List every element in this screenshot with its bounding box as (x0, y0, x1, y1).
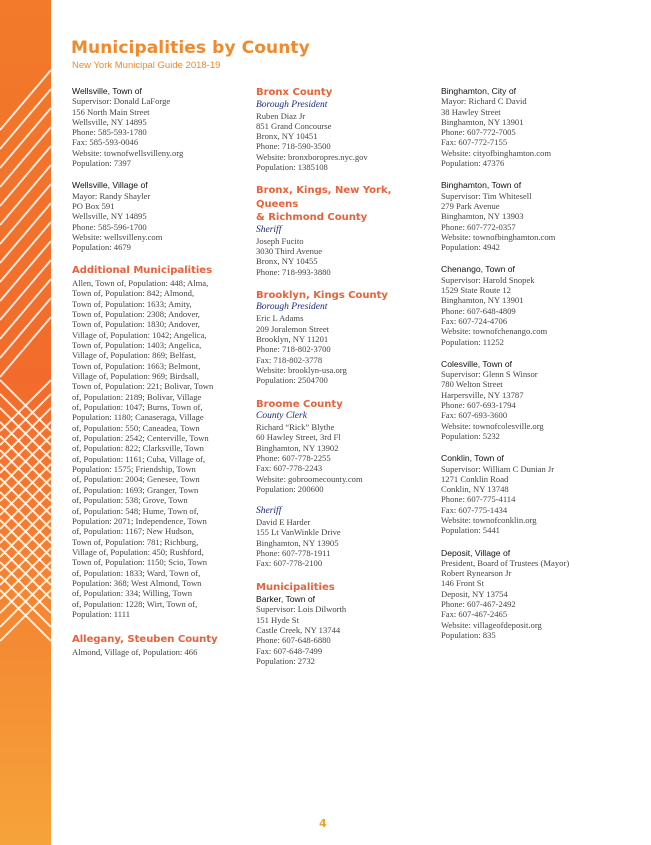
entry-line: Robert Rynearson Jr (441, 568, 512, 579)
entry-line: Eric L Adams (256, 313, 304, 324)
entry-line: Binghamton, NY 13902 (256, 442, 339, 453)
entry-line: Bronx, NY 10455 (256, 256, 318, 267)
entry-line: Phone: 607-778-1911 (256, 548, 331, 559)
entry-line: Fax: 585-593-0046 (72, 137, 139, 148)
entry-binghamton-city (441, 86, 621, 168)
entry-line: 146 Front St (441, 578, 484, 589)
entry-deposit-village (441, 548, 621, 641)
entry-wellsville-town (72, 86, 242, 168)
paragraph-line: of, Population: 2189; Bolivar, Village (72, 391, 202, 402)
entry-line: Website: townofconklin.org (441, 514, 537, 525)
paragraph-line: Town of, Population: 781; Richburg, (72, 536, 199, 547)
entry-line: Phone: 607-648-6880 (256, 635, 331, 646)
entry-line: Population: 7397 (72, 158, 131, 169)
entry-line: Supervisor: Lois Dilworth (256, 604, 347, 615)
paragraph-line: Population: 1575; Friendship, Town (72, 464, 196, 475)
entry-line: Mayor: Richard C David (441, 96, 527, 107)
entry-conklin-town (441, 453, 621, 535)
entry-line: Website: townofwellsvilleny.org (72, 147, 184, 158)
entry-line: 780 Welton Street (441, 379, 503, 390)
entry-line: Supervisor: Glenn S Winsor (441, 369, 538, 380)
page-number: 4 (319, 817, 327, 830)
entry-line: Supervisor: Tim Whitesell (441, 190, 532, 201)
paragraph-line: Almond, Village of, Population: 466 (72, 646, 198, 657)
entry-name: Binghamton, Town of (441, 180, 522, 191)
role-title: Borough President (256, 302, 328, 313)
entry-line: Phone: 607-775-4114 (441, 494, 516, 505)
section-bronx-county (256, 86, 426, 172)
entry-line: 279 Park Avenue (441, 200, 500, 211)
paragraph-line: of, Population: 1833; Ward, Town of, (72, 567, 201, 578)
entry-line: Phone: 607-772-0357 (441, 221, 516, 232)
entry-line: Website: wellsvilleny.com (72, 231, 163, 242)
section-heading-allegany-steuben: Allegany, Steuben County (72, 634, 218, 646)
section-broome-sheriff (256, 506, 426, 568)
entry-line: Binghamton, NY 13905 (256, 537, 339, 548)
paragraph-line: of, Population: 548; Hume, Town of, (72, 505, 199, 516)
section-heading: Broome County (256, 398, 343, 410)
entry-line: David E Harder (256, 517, 311, 528)
entry-line: Phone: 607-693-1794 (441, 400, 516, 411)
entry-line: Phone: 718-802-3700 (256, 344, 331, 355)
entry-line: Website: townofchenango.com (441, 326, 548, 337)
section-heading: Brooklyn, Kings County (256, 289, 388, 301)
column-1 (72, 86, 242, 657)
column-3 (441, 86, 621, 652)
entry-line: Binghamton, NY 13903 (441, 211, 524, 222)
additional-municipalities-list (72, 278, 242, 619)
section-heading: Bronx County (256, 87, 333, 98)
entry-line: Wellsville, NY 14895 (72, 211, 147, 222)
entry-name: Chenango, Town of (441, 264, 515, 275)
page-title: Municipalities by County (71, 38, 310, 58)
entry-line: Fax: 607-778-2100 (256, 558, 323, 569)
entry-line: 851 Grand Concourse (256, 120, 332, 131)
entry-line: 1529 State Route 12 (441, 285, 511, 296)
entry-name: Binghamton, City of (441, 86, 516, 96)
section-heading: Bronx, Kings, New York, Queens (256, 185, 392, 210)
entry-line: Population: 2732 (256, 655, 315, 666)
entry-line: 1271 Conklin Road (441, 473, 509, 484)
entry-line: Fax: 607-693-3600 (441, 410, 508, 421)
entry-line: Brooklyn, NY 11201 (256, 334, 329, 345)
paragraph-line: Town of, Population: 221; Bolivar, Town (72, 381, 214, 392)
entry-line: Fax: 607-648-7499 (256, 645, 323, 656)
section-brooklyn-kings-county (256, 289, 426, 386)
entry-line: Website: villageofdeposit.org (441, 619, 542, 630)
section-municipalities (256, 581, 426, 667)
paragraph-line: Town of, Population: 1403; Angelica, (72, 340, 202, 351)
entry-line: Binghamton, NY 13901 (441, 116, 524, 127)
paragraph-line: of, Population: 1167; New Hudson, (72, 526, 194, 537)
entry-line: 151 Hyde St (256, 614, 299, 625)
paragraph-line: Population: 1111 (72, 608, 131, 619)
entry-chenango-town (441, 264, 621, 346)
entry-name: Barker, Town of (256, 594, 316, 605)
entry-line: 38 Hawley Street (441, 106, 501, 117)
entry-line: Phone: 718-993-3880 (256, 266, 331, 277)
paragraph-line: Town of, Population: 1663; Belmont, (72, 360, 201, 371)
role-title: Sheriff (256, 506, 282, 517)
paragraph-line: Town of, Population: 1830; Andover, (72, 319, 200, 330)
entry-name: Deposit, Village of (441, 547, 511, 558)
section-bronx-kings-ny-queens-richmond (256, 184, 426, 277)
entry-line: Binghamton, NY 13901 (441, 295, 524, 306)
paragraph-line: of, Population: 822; Clarksville, Town (72, 443, 204, 454)
entry-line: Website: townofbinghamton.com (441, 231, 556, 242)
entry-name: Colesville, Town of (441, 358, 513, 369)
paragraph-line: of, Population: 538; Grove, Town (72, 495, 188, 506)
role-title: Borough President (256, 99, 328, 110)
paragraph-line: Town of, Population: 842; Almond, (72, 288, 195, 299)
entry-line: Population: 835 (441, 629, 496, 640)
entry-line: Richard “Rick” Blythe (256, 422, 335, 433)
entry-line: Population: 5441 (441, 525, 500, 536)
paragraph-line: Village of, Population: 450; Rushford, (72, 546, 204, 557)
paragraph-line: of, Population: 1693; Granger, Town (72, 484, 199, 495)
entry-line: Fax: 607-778-2243 (256, 463, 323, 474)
entry-line: Website: gobroomecounty.com (256, 473, 363, 484)
entry-line: 156 North Main Street (72, 106, 150, 117)
entry-line: Supervisor: Harold Snopek (441, 274, 535, 285)
entry-wellsville-village (72, 180, 242, 252)
entry-line: Wellsville, NY 14895 (72, 116, 147, 127)
paragraph-line: of, Population: 2004; Genesee, Town (72, 474, 200, 485)
entry-line: Supervisor: William C Dunian Jr (441, 463, 555, 474)
entry-line: Harpersville, NY 13787 (441, 389, 524, 400)
entry-line: Phone: 607-772-7005 (441, 127, 516, 138)
section-heading-additional-municipalities: Additional Municipalities (72, 265, 213, 277)
entry-line: Conklin, NY 13748 (441, 484, 509, 495)
entry-line: Deposit, NY 13754 (441, 588, 508, 599)
entry-line: 60 Hawley Street, 3rd Fl (256, 432, 341, 443)
entry-line: Fax: 718-802-3778 (256, 354, 323, 365)
entry-line: Website: brooklyn-usa.org (256, 364, 347, 375)
paragraph-line: Population: 368; West Almond, Town (72, 577, 202, 588)
paragraph-line: of, Population: 1047; Burns, Town of, (72, 402, 203, 413)
entry-line: Bronx, NY 10451 (256, 131, 318, 142)
entry-line: President, Board of Trustees (Mayor) (441, 557, 570, 568)
entry-line: Website: townofcolesville.org (441, 420, 544, 431)
paragraph-line: Town of, Population: 1150; Scio, Town (72, 557, 208, 568)
entry-line: Phone: 585-593-1780 (72, 127, 147, 138)
role-title: County Clerk (256, 411, 307, 422)
paragraph-line: Village of, Population: 869; Belfast, (72, 350, 197, 361)
entry-line: PO Box 591 (72, 200, 115, 211)
entry-line: Fax: 607-467-2465 (441, 609, 508, 620)
paragraph-line: Population: 2071; Independence, Town (72, 515, 207, 526)
paragraph-line: Population: 1180; Canaseraga, Village (72, 412, 204, 423)
entry-line: Phone: 607-648-4809 (441, 305, 516, 316)
entry-line: Phone: 718-590-3500 (256, 141, 331, 152)
diagonal-stripes-pattern (0, 0, 51, 845)
entry-line: Supervisor: Donald LaForge (72, 96, 171, 107)
entry-name: Conklin, Town of (441, 453, 504, 464)
entry-line: 209 Joralemon Street (256, 323, 330, 334)
entry-line: 3030 Third Avenue (256, 246, 323, 257)
entry-line: Fax: 607-775-1434 (441, 504, 508, 515)
paragraph-line: Town of, Population: 1633; Amity, (72, 298, 192, 309)
page-subtitle: New York Municipal Guide 2018-19 (72, 60, 221, 71)
entry-line: Population: 4942 (441, 242, 500, 253)
paragraph-line: of, Population: 1228; Wirt, Town of, (72, 598, 198, 609)
paragraph-line: of, Population: 334; Willing, Town (72, 588, 193, 599)
entry-line: Phone: 607-467-2492 (441, 599, 516, 610)
column-2 (256, 86, 426, 678)
entry-line: Joseph Fucito (256, 235, 304, 246)
section-heading: Municipalities (256, 581, 335, 593)
entry-line: Population: 5232 (441, 430, 500, 441)
entry-name: Wellsville, Town of (72, 86, 142, 96)
entry-line: Website: bronxboropres.nyc.gov (256, 151, 368, 162)
entry-line: Population: 1385108 (256, 161, 328, 172)
role-title: Sheriff (256, 224, 282, 235)
section-broome-county (256, 398, 426, 495)
entry-line: Mayor: Randy Shayler (72, 190, 151, 201)
entry-name: Wellsville, Village of (72, 180, 148, 191)
paragraph-line: Town of, Population: 2308; Andover, (72, 308, 200, 319)
entry-line: 155 Lt VanWinkle Drive (256, 527, 341, 538)
paragraph-line: Village of, Population: 969; Birdsall, (72, 371, 199, 382)
entry-line: Website: cityofbinghamton.com (441, 147, 552, 158)
entry-line: Fax: 607-772-7155 (441, 137, 508, 148)
entry-binghamton-town (441, 180, 621, 252)
entry-line: Population: 47376 (441, 158, 505, 169)
entry-line: Population: 4679 (72, 242, 131, 253)
entry-colesville-town (441, 359, 621, 441)
decorative-side-bar (0, 0, 51, 845)
entry-line: Phone: 585-596-1700 (72, 221, 147, 232)
entry-line: Population: 200600 (256, 483, 324, 494)
entry-line: Population: 11252 (441, 336, 504, 347)
paragraph-line: of, Population: 550; Caneadea, Town (72, 422, 200, 433)
entry-line: Ruben Diaz Jr (256, 110, 306, 121)
section-heading: & Richmond County (256, 212, 368, 224)
entry-line: Phone: 607-778-2255 (256, 452, 331, 463)
entry-line: Fax: 607-724-4706 (441, 315, 508, 326)
paragraph-line: of, Population: 1161; Cuba, Village of, (72, 453, 206, 464)
entry-line: Castle Creek, NY 13744 (256, 625, 341, 635)
paragraph-line: Village of, Population: 1042; Angelica, (72, 329, 207, 340)
paragraph-line: of, Population: 2542; Centerville, Town (72, 433, 209, 444)
entry-line: Population: 2504700 (256, 375, 328, 386)
paragraph-line: Allen, Town of, Population: 448; Alma, (72, 277, 209, 288)
